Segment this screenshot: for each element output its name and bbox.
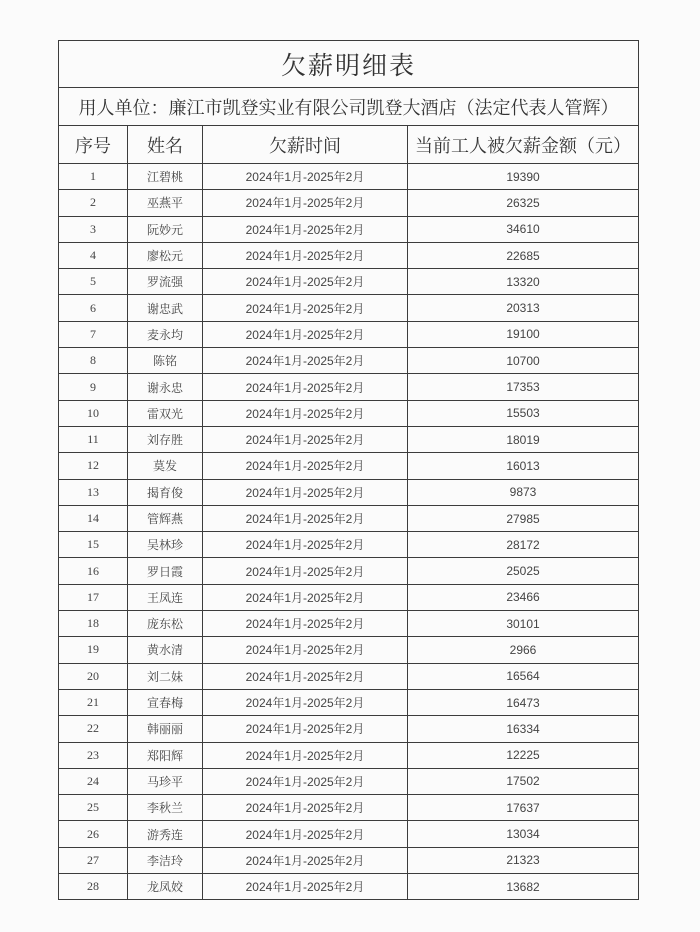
cell-name: 巫燕平 [128,190,203,216]
cell-period: 2024年1月-2025年2月 [203,269,408,295]
document-title: 欠薪明细表 [59,41,639,88]
cell-name: 李秋兰 [128,795,203,821]
cell-seq: 10 [59,400,128,426]
cell-seq: 8 [59,348,128,374]
cell-seq: 12 [59,453,128,479]
table-row [59,689,639,715]
table-row [59,768,639,794]
cell-period: 2024年1月-2025年2月 [203,558,408,584]
cell-period: 2024年1月-2025年2月 [203,716,408,742]
cell-seq: 13 [59,479,128,505]
cell-amount: 28172 [408,532,639,558]
table-row [59,190,639,216]
cell-name: 李洁玲 [128,847,203,873]
cell-seq: 1 [59,164,128,190]
cell-name: 马珍平 [128,768,203,794]
table-row [59,847,639,873]
table-row [59,874,639,900]
cell-amount: 2966 [408,637,639,663]
cell-name: 宣春梅 [128,689,203,715]
cell-name: 刘二妹 [128,663,203,689]
cell-amount: 16564 [408,663,639,689]
cell-name: 廖松元 [128,242,203,268]
cell-amount: 13682 [408,874,639,900]
cell-amount: 12225 [408,742,639,768]
cell-amount: 9873 [408,479,639,505]
cell-seq: 14 [59,505,128,531]
cell-name: 郑阳辉 [128,742,203,768]
cell-amount: 17353 [408,374,639,400]
cell-period: 2024年1月-2025年2月 [203,821,408,847]
cell-name: 麦永均 [128,321,203,347]
cell-name: 揭育俊 [128,479,203,505]
title-row [59,41,639,88]
table-row [59,505,639,531]
cell-period: 2024年1月-2025年2月 [203,689,408,715]
cell-period: 2024年1月-2025年2月 [203,847,408,873]
cell-amount: 10700 [408,348,639,374]
cell-amount: 19390 [408,164,639,190]
cell-seq: 20 [59,663,128,689]
cell-seq: 4 [59,242,128,268]
cell-period: 2024年1月-2025年2月 [203,242,408,268]
column-header-seq: 序号 [59,126,128,164]
cell-period: 2024年1月-2025年2月 [203,584,408,610]
cell-seq: 26 [59,821,128,847]
cell-name: 谢忠武 [128,295,203,321]
table-row [59,663,639,689]
cell-name: 罗日霞 [128,558,203,584]
table-row [59,795,639,821]
cell-name: 莫发 [128,453,203,479]
cell-amount: 17637 [408,795,639,821]
cell-name: 黄水清 [128,637,203,663]
cell-period: 2024年1月-2025年2月 [203,453,408,479]
cell-amount: 18019 [408,426,639,452]
cell-name: 谢永忠 [128,374,203,400]
table-row [59,242,639,268]
cell-period: 2024年1月-2025年2月 [203,190,408,216]
cell-period: 2024年1月-2025年2月 [203,611,408,637]
cell-period: 2024年1月-2025年2月 [203,426,408,452]
cell-amount: 20313 [408,295,639,321]
cell-amount: 34610 [408,216,639,242]
wage-arrears-table [58,40,639,900]
cell-amount: 25025 [408,558,639,584]
cell-amount: 26325 [408,190,639,216]
table-row [59,532,639,558]
cell-amount: 16473 [408,689,639,715]
cell-name: 江碧桃 [128,164,203,190]
cell-period: 2024年1月-2025年2月 [203,768,408,794]
table-row [59,821,639,847]
table-row [59,348,639,374]
cell-amount: 17502 [408,768,639,794]
table-row [59,295,639,321]
cell-name: 韩丽丽 [128,716,203,742]
cell-seq: 28 [59,874,128,900]
cell-seq: 15 [59,532,128,558]
cell-name: 雷双光 [128,400,203,426]
cell-seq: 3 [59,216,128,242]
cell-amount: 16334 [408,716,639,742]
cell-period: 2024年1月-2025年2月 [203,400,408,426]
cell-period: 2024年1月-2025年2月 [203,295,408,321]
table-row [59,716,639,742]
table-row [59,611,639,637]
cell-seq: 16 [59,558,128,584]
table-row [59,164,639,190]
cell-period: 2024年1月-2025年2月 [203,663,408,689]
cell-period: 2024年1月-2025年2月 [203,874,408,900]
cell-amount: 19100 [408,321,639,347]
cell-amount: 15503 [408,400,639,426]
cell-seq: 19 [59,637,128,663]
cell-seq: 23 [59,742,128,768]
cell-period: 2024年1月-2025年2月 [203,374,408,400]
table-row [59,584,639,610]
cell-period: 2024年1月-2025年2月 [203,532,408,558]
cell-amount: 23466 [408,584,639,610]
cell-period: 2024年1月-2025年2月 [203,321,408,347]
cell-name: 管辉燕 [128,505,203,531]
cell-name: 吴林珍 [128,532,203,558]
cell-amount: 27985 [408,505,639,531]
cell-seq: 25 [59,795,128,821]
cell-name: 罗流强 [128,269,203,295]
table-row [59,453,639,479]
cell-seq: 5 [59,269,128,295]
table-row [59,216,639,242]
cell-seq: 18 [59,611,128,637]
cell-seq: 2 [59,190,128,216]
table-row [59,742,639,768]
cell-period: 2024年1月-2025年2月 [203,795,408,821]
cell-period: 2024年1月-2025年2月 [203,742,408,768]
table-row [59,426,639,452]
table-row [59,400,639,426]
employer-line: 用人单位：廉江市凯登实业有限公司凯登大酒店（法定代表人管辉） [59,88,639,126]
cell-amount: 30101 [408,611,639,637]
cell-amount: 21323 [408,847,639,873]
table-row [59,269,639,295]
cell-seq: 17 [59,584,128,610]
column-header-amount: 当前工人被欠薪金额（元） [408,126,639,164]
cell-name: 陈铭 [128,348,203,374]
cell-period: 2024年1月-2025年2月 [203,637,408,663]
cell-seq: 9 [59,374,128,400]
cell-name: 阮妙元 [128,216,203,242]
cell-amount: 13320 [408,269,639,295]
table-row [59,374,639,400]
cell-period: 2024年1月-2025年2月 [203,164,408,190]
cell-amount: 16013 [408,453,639,479]
cell-seq: 22 [59,716,128,742]
cell-name: 王凤连 [128,584,203,610]
table-row [59,479,639,505]
cell-name: 游秀连 [128,821,203,847]
cell-name: 龙凤姣 [128,874,203,900]
employer-row [59,88,639,126]
cell-period: 2024年1月-2025年2月 [203,479,408,505]
table-row [59,637,639,663]
cell-period: 2024年1月-2025年2月 [203,216,408,242]
column-header-period: 欠薪时间 [203,126,408,164]
cell-seq: 7 [59,321,128,347]
cell-name: 庞东松 [128,611,203,637]
cell-seq: 11 [59,426,128,452]
cell-period: 2024年1月-2025年2月 [203,505,408,531]
cell-name: 刘存胜 [128,426,203,452]
cell-seq: 27 [59,847,128,873]
cell-seq: 6 [59,295,128,321]
column-header-name: 姓名 [128,126,203,164]
cell-seq: 21 [59,689,128,715]
cell-amount: 13034 [408,821,639,847]
cell-amount: 22685 [408,242,639,268]
column-header-row [59,126,639,164]
cell-period: 2024年1月-2025年2月 [203,348,408,374]
cell-seq: 24 [59,768,128,794]
table-row [59,321,639,347]
table-row [59,558,639,584]
